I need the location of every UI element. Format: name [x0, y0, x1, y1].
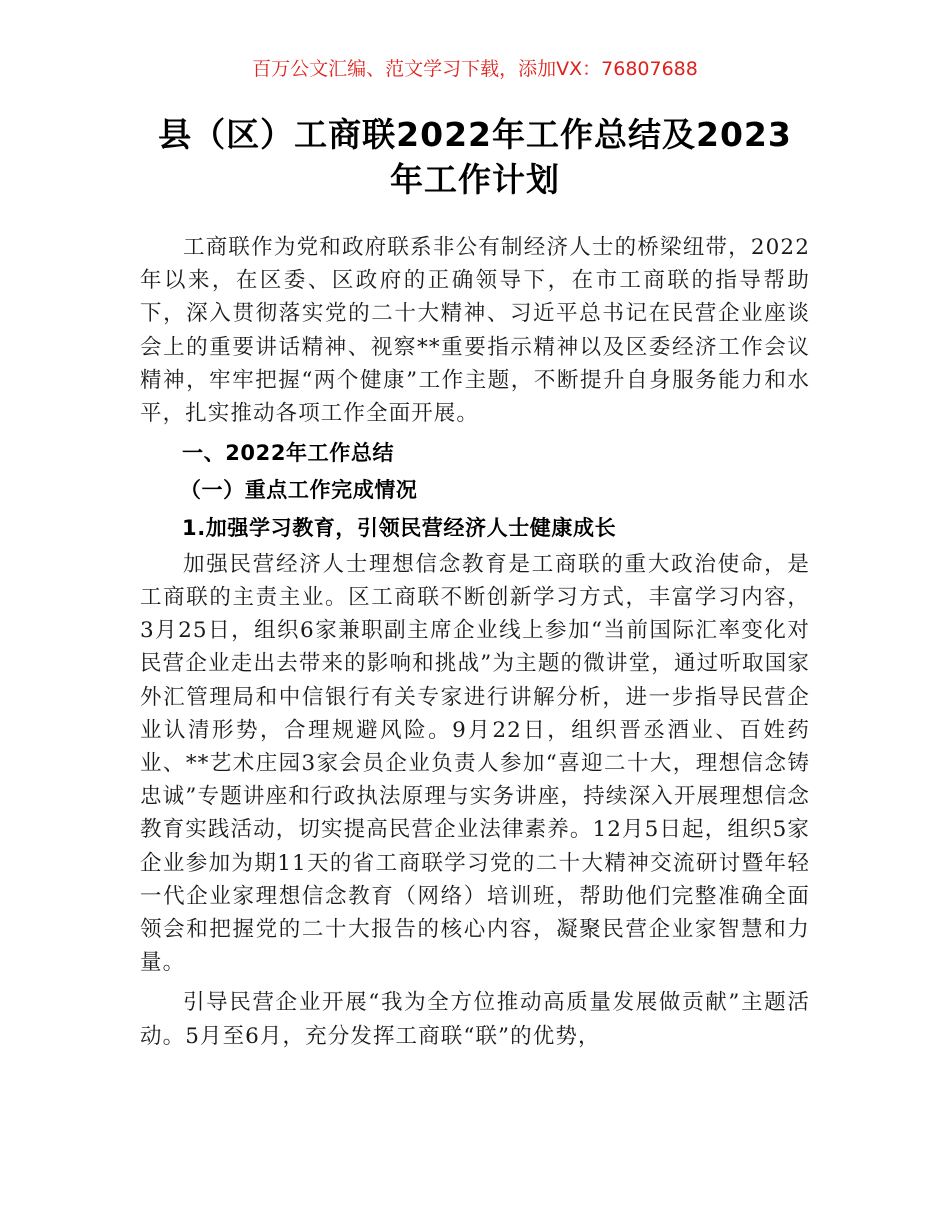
- document-body: [140, 231, 810, 1053]
- watermark-header: 百万公文汇编、范文学习下载，添加VX：76807688: [252, 58, 698, 80]
- title-line-2: 年工作计划: [390, 160, 560, 199]
- body-paragraph-1: 加强民营经济人士理想信念教育是工商联的重大政治使命，是工商联的主责主业。区工商联不断创新学习方式，丰富学习内容，3月25日，组织6家兼职副主席企业线上参加“当前国际汇率变化对民营企业走出去带来的影响和挑战”为主题的微讲堂，通过听取国家外汇管理局和中信银行有关专家进行讲解分析，进一步指导民营企业认清形势，合理规避风险。9月22日，组织晋丞酒业、百姓药业、**艺术庄园3家会员企业负责人参加“喜迎二十大，理想信念铸忠诚”专题讲座和行政执法原理与实务讲座，持续深入开展理想信念教育实践活动，切实提高民营企业法律素养。12月5日起，组织5家企业参加为期11天的省工商联学习党的二十大精神交流研讨暨年轻一代企业家理想信念教育（网络）培训班，帮助他们完整准确全面领会和把握党的二十大报告的核心内容，凝聚民营企业家智慧和力量。: [140, 551, 810, 976]
- subsection-heading-1: （一）重点工作完成情况: [179, 478, 418, 503]
- body-paragraph-2: 引导民营企业开展“我为全方位推动高质量发展做贡献”主题活动。5月至6月，充分发挥工商联“联”的优势，: [140, 990, 810, 1049]
- document-title: [110, 112, 840, 202]
- title-line-1: 县（区）工商联2022年工作总结及2023: [158, 115, 792, 154]
- intro-paragraph: 工商联作为党和政府联系非公有制经济人士的桥梁纽带，2022年以来，在区委、区政府的正确领导下，在市工商联的指导帮助下，深入贯彻落实党的二十大精神、习近平总书记在民营企业座谈会上的重要讲话精神、视察**重要指示精神以及区委经济工作会议精神，牢牢把握“两个健康”工作主题，不断提升自身服务能力和水平，扎实推动各项工作全面开展。: [140, 235, 810, 427]
- section-heading-1: 一、2022年工作总结: [182, 441, 395, 466]
- item-heading-1: 1.加强学习教育，引领民营经济人士健康成长: [182, 515, 617, 540]
